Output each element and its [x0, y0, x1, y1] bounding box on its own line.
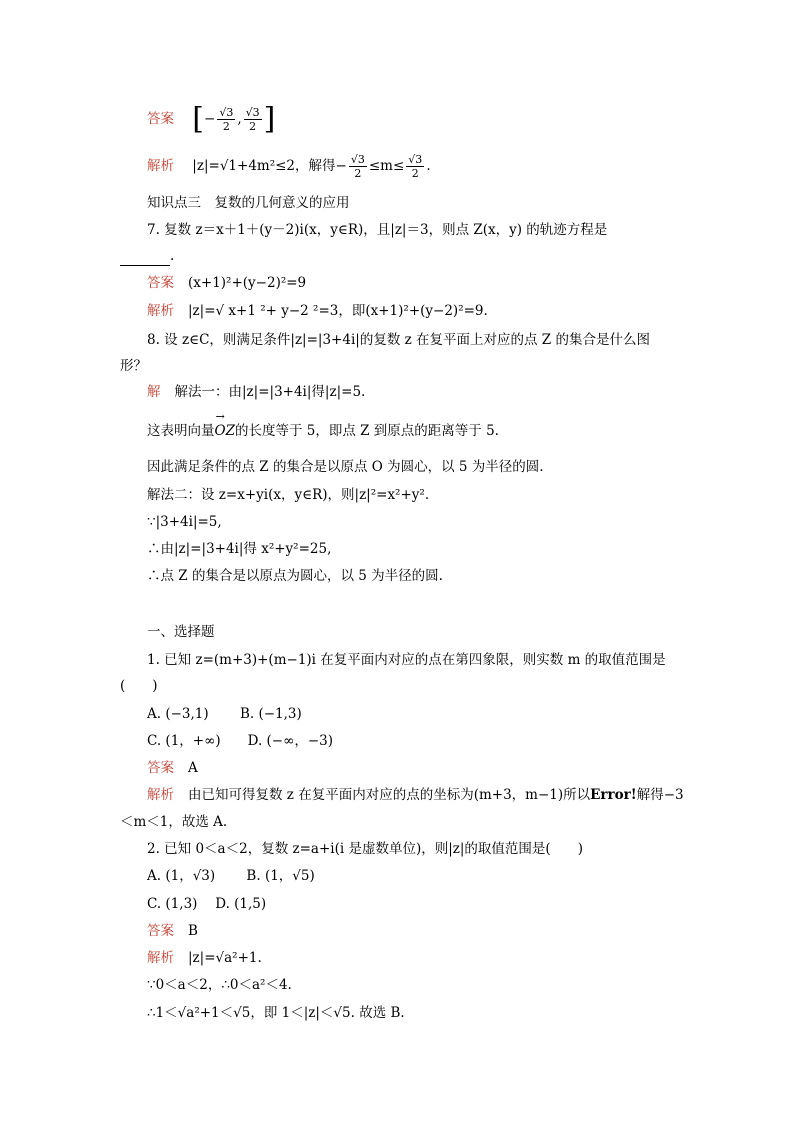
- solution-line-2: [147, 421, 704, 441]
- analysis-text: |z|=√ x+1 ²+ y−2 ²=3，即(x+1)²+(y−2)²=9.: [188, 303, 488, 319]
- solution-line-6: ∴由|z|=|3+4i|得 x²+y²=25,: [147, 541, 332, 557]
- range-comma: ,: [237, 111, 242, 127]
- problem-1-analysis-cont: ＜m＜1，故选 A.: [120, 814, 228, 830]
- problem-1-cont: ( ): [120, 678, 158, 694]
- answer-blank: [120, 251, 170, 266]
- answer-label: 答案: [147, 275, 174, 291]
- fraction-upper: $\frac{√3}{2}$: [245, 106, 260, 133]
- period: .: [170, 248, 175, 264]
- analysis-label: 解析: [147, 303, 174, 319]
- answer-6: [147, 101, 704, 137]
- analysis-text: ≤m≤: [368, 158, 405, 174]
- fraction-lower: $\frac{√3}{2}$: [219, 106, 234, 133]
- problem-2-line-3: ∴1＜√a²+1＜√5，即 1＜|z|＜√5. 故选 B.: [147, 1005, 405, 1021]
- solution-line-1: [147, 382, 704, 402]
- range-open: [: [192, 101, 205, 137]
- fraction-a: $\frac{√3}{2}$: [350, 153, 365, 180]
- analysis-label: 解析: [147, 787, 174, 803]
- problem-1: 1. 已知 z=(m+3)+(m−1)i 在复平面内对应的点在第四象限，则实数 m 的取值范围是: [147, 652, 666, 668]
- question-7: 7. 复数 z＝x＋1＋(y－2)i(x，y∈R)，且|z|＝3，则点 Z(x，y) 的轨迹方程是: [147, 222, 608, 238]
- solution-line-7: ∴点 Z 的集合是以原点为圆心，以 5 为半径的圆.: [147, 568, 443, 584]
- solution-label: 解: [147, 384, 161, 400]
- analysis-label: 解析: [147, 158, 174, 174]
- minus-sign: −: [204, 111, 216, 127]
- analysis-7: [147, 301, 704, 321]
- answer-label: 答案: [147, 111, 174, 127]
- problem-2-answer: [147, 921, 704, 941]
- fraction-b: $\frac{√3}{2}$: [408, 153, 423, 180]
- solution-line-4: 解法二：设 z=x+yi(x，y∈R)，则|z|²=x²+y².: [147, 487, 430, 503]
- problem-1-analysis: [147, 785, 704, 805]
- solution-text: 的长度等于 5，即点 Z 到原点的距离等于 5.: [234, 423, 499, 439]
- error-text: Error!: [590, 787, 637, 803]
- analysis-label: 解析: [147, 950, 174, 966]
- problem-1-options-c: C. (1，+∞) D. (−∞，−3): [147, 733, 334, 749]
- solution-line-3: 因此满足条件的点 Z 的集合是以原点 O 为圆心，以 5 为半径的圆.: [147, 459, 544, 475]
- analysis-text: 由已知可得复数 z 在复平面内对应的点的坐标为(m+3，m−1)所以: [188, 787, 591, 803]
- solution-line-5: ∵|3+4i|=5,: [147, 514, 222, 530]
- analysis-text: 解得−3: [636, 787, 684, 803]
- solution-text: 这表明向量: [147, 423, 215, 439]
- solution-text: 解法一：由|z|=|3+4i|得|z|=5.: [174, 384, 366, 400]
- answer-label: 答案: [147, 760, 174, 776]
- section-heading: 知识点三 复数的几何意义的应用: [147, 195, 350, 211]
- problem-2: 2. 已知 0＜a＜2，复数 z=a+i(i 是虚数单位)，则|z|的取值范围是( ): [147, 841, 583, 857]
- question-8: 8. 设 z∈C，则满足条件|z|=|3+4i|的复数 z 在复平面上对应的点 Z 的集合是什么图: [147, 332, 650, 348]
- vector-oz: → OZ: [215, 421, 235, 441]
- analysis-text: .: [426, 158, 431, 174]
- answer-text: (x+1)²+(y−2)²=9: [188, 275, 307, 291]
- answer-text: B: [188, 923, 198, 939]
- problem-1-answer: [147, 758, 704, 778]
- answer-label: 答案: [147, 923, 174, 939]
- question-8-cont: 形？: [120, 358, 147, 374]
- problem-2-options-c: C. (1,3) D. (1,5): [147, 896, 267, 912]
- range-close: ]: [263, 101, 276, 137]
- analysis-text: |z|=√a²+1.: [188, 950, 262, 966]
- problem-2-options-a: A. (1，√3) B. (1，√5): [147, 868, 315, 884]
- problem-1-options-a: A. (−3,1) B. (−1,3): [147, 706, 302, 722]
- analysis-text: |z|=√1+4m²≤2，解得−: [192, 158, 347, 174]
- answer-text: A: [188, 760, 198, 776]
- analysis-6: [147, 153, 704, 180]
- question-7-blank: [120, 246, 704, 266]
- answer-7: [147, 273, 704, 293]
- problem-2-line-2: ∵0＜a＜2，∴0＜a²＜4.: [147, 977, 292, 993]
- problem-2-analysis: [147, 948, 704, 968]
- part-heading: 一、选择题: [147, 624, 215, 640]
